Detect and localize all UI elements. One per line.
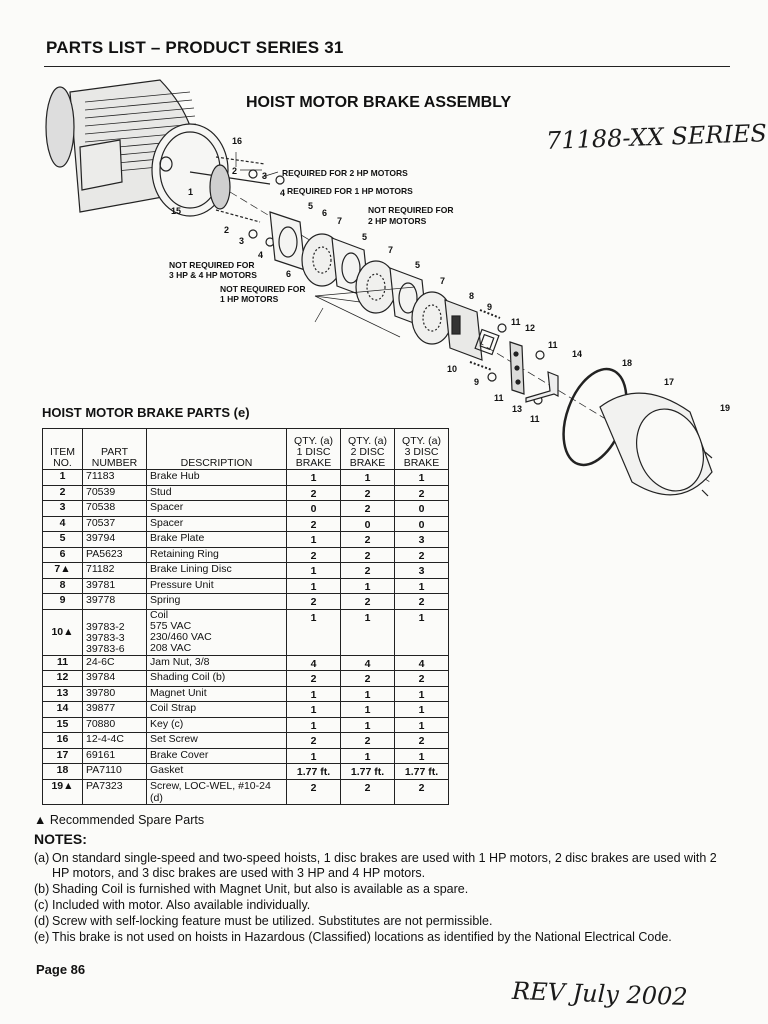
cell-description: Pressure Unit <box>147 578 287 594</box>
cell-part-number: 39781 <box>83 578 147 594</box>
page-title: PARTS LIST – PRODUCT SERIES 31 <box>46 38 344 57</box>
brake-cover <box>600 393 714 500</box>
cell-item: 9 <box>43 594 83 610</box>
cell-qty-3: 3 <box>395 532 449 548</box>
cell-qty-1: 2 <box>287 547 341 563</box>
cell-qty-1: 1.77 ft. <box>287 764 341 780</box>
cell-part-number: 70538 <box>83 501 147 517</box>
cell-part-number: 69161 <box>83 748 147 764</box>
cell-qty-3: 1 <box>395 578 449 594</box>
cell-qty-2: 1 <box>341 470 395 486</box>
spare-parts-legend: ▲ Recommended Spare Parts <box>34 813 205 827</box>
callout-4b: 4 <box>258 250 264 260</box>
cell-description: Spacer <box>147 516 287 532</box>
cell-qty-1: 1 <box>287 532 341 548</box>
note-label: (e) <box>34 930 50 944</box>
header-rule <box>44 66 730 67</box>
header-part-number: PART NUMBER <box>83 429 147 470</box>
magnet-unit <box>510 342 524 394</box>
cell-item: 1 <box>43 470 83 486</box>
cell-part-list: 39783-2 39783-3 39783-6 <box>83 609 147 655</box>
cell-description: Jam Nut, 3/8 <box>147 655 287 671</box>
cell-qty-2: 2 <box>341 779 395 804</box>
cell-part-number: 39877 <box>83 702 147 718</box>
cell-part-number: 71183 <box>83 470 147 486</box>
cell-item: 3 <box>43 501 83 517</box>
cell-item: 8 <box>43 578 83 594</box>
table-header-row <box>43 429 449 470</box>
callout-5b: 5 <box>362 232 368 242</box>
callout-not-req-2hp-line1: NOT REQUIRED FOR <box>368 205 454 215</box>
callout-4a: 4 <box>280 188 286 198</box>
cell-qty-3: 2 <box>395 547 449 563</box>
callout-8: 8 <box>469 291 475 301</box>
cell-description: Magnet Unit <box>147 686 287 702</box>
diagram-title: HOIST MOTOR BRAKE ASSEMBLY <box>246 94 512 111</box>
cell-qty-2: 2 <box>341 547 395 563</box>
note-text: Screw with self-locking feature must be utilized. Substitutes are not permissible. <box>52 914 493 928</box>
cell-qty-1: 2 <box>287 779 341 804</box>
cell-qty-2: 2 <box>341 532 395 548</box>
cell-qty-1: 1 <box>287 578 341 594</box>
table-row <box>43 733 449 749</box>
cell-qty-1: 1 <box>287 563 341 579</box>
cell-description: Brake Cover <box>147 748 287 764</box>
cell-part-number: 39778 <box>83 594 147 610</box>
cell-qty-1: 2 <box>287 594 341 610</box>
callout-9b: 9 <box>474 377 480 387</box>
table-row-coil <box>43 609 449 655</box>
page-number: Page 86 <box>36 962 86 977</box>
cell-qty-1: 1 <box>287 748 341 764</box>
cell-description: Gasket <box>147 764 287 780</box>
cell-qty-2: 0 <box>341 516 395 532</box>
cell-description: Stud <box>147 485 287 501</box>
cell-part-number: 70537 <box>83 516 147 532</box>
cell-qty-2: 2 <box>341 485 395 501</box>
callout-10: 10 <box>447 364 458 374</box>
cell-qty-3: 1 <box>395 702 449 718</box>
cell-qty-3: 1 <box>395 609 449 655</box>
note-text: This brake is not used on hoists in Hazardous (Classified) locations as identified by the National Electrical Code. <box>52 930 672 944</box>
table-row <box>43 594 449 610</box>
cell-qty-2: 2 <box>341 501 395 517</box>
cell-qty-1: 0 <box>287 501 341 517</box>
table-row <box>43 748 449 764</box>
callout-11c: 11 <box>494 393 504 403</box>
cell-part-number: 70880 <box>83 717 147 733</box>
cell-qty-2: 2 <box>341 671 395 687</box>
callout-7a: 7 <box>337 216 343 226</box>
cell-part-number: PA7110 <box>83 764 147 780</box>
notes-heading: NOTES: <box>34 831 87 847</box>
callout-req-1hp: REQUIRED FOR 1 HP MOTORS <box>287 186 413 196</box>
handwritten-revision-note: REV July 2002 <box>511 976 689 1012</box>
table-row <box>43 717 449 733</box>
motor-illustration <box>46 80 228 216</box>
cell-item: 17 <box>43 748 83 764</box>
cell-qty-3: 0 <box>395 516 449 532</box>
cell-qty-3: 1 <box>395 717 449 733</box>
callout-13: 13 <box>512 404 523 414</box>
cell-description-list: Coil 575 VAC 230/460 VAC 208 VAC <box>147 609 287 655</box>
note-label: (c) <box>34 898 49 912</box>
cell-item: 14 <box>43 702 83 718</box>
table-row <box>43 671 449 687</box>
callout-11d: 11 <box>530 414 540 424</box>
brake-plate-1 <box>270 212 305 270</box>
cell-item: 19▲ <box>43 779 83 804</box>
cell-qty-1: 1 <box>287 686 341 702</box>
cell-part-number: 39784 <box>83 671 147 687</box>
note-item <box>34 882 734 897</box>
cell-qty-3: 1 <box>395 686 449 702</box>
callout-not-req-2hp-line2: 2 HP MOTORS <box>368 216 427 226</box>
header-qty-2-disc: QTY. (a) 2 DISC BRAKE <box>341 429 395 470</box>
cell-item: 5 <box>43 532 83 548</box>
callout-7b: 7 <box>388 245 394 255</box>
callout-req-2hp: REQUIRED FOR 2 HP MOTORS <box>282 168 408 178</box>
callout-3b: 3 <box>239 236 245 246</box>
callout-15: 15 <box>171 206 182 216</box>
cell-qty-2: 1 <box>341 578 395 594</box>
note-label: (a) <box>34 851 50 865</box>
cell-description: Brake Plate <box>147 532 287 548</box>
cell-item: 15 <box>43 717 83 733</box>
cell-description: Spring <box>147 594 287 610</box>
callout-2b: 2 <box>224 225 230 235</box>
cell-part-number: 70539 <box>83 485 147 501</box>
cell-qty-1: 4 <box>287 655 341 671</box>
cell-description: Shading Coil (b) <box>147 671 287 687</box>
cell-qty-3: 2 <box>395 671 449 687</box>
cell-qty-3: 2 <box>395 733 449 749</box>
table-row <box>43 702 449 718</box>
table-row <box>43 779 449 804</box>
table-row <box>43 470 449 486</box>
cell-qty-3: 3 <box>395 563 449 579</box>
handwritten-series-note: 71188-XX SERIES <box>545 119 768 155</box>
note-label: (b) <box>34 882 50 896</box>
table-row <box>43 686 449 702</box>
callout-16: 16 <box>232 136 243 146</box>
callout-not-req-34hp-line2: 3 HP & 4 HP MOTORS <box>169 270 257 280</box>
note-text: Shading Coil is furnished with Magnet Unit, but also is available as a spare. <box>52 882 469 896</box>
note-text: Included with motor. Also available individually. <box>52 898 311 912</box>
cell-description: Key (c) <box>147 717 287 733</box>
cell-qty-1: 1 <box>287 609 341 655</box>
cell-qty-3: 0 <box>395 501 449 517</box>
cell-item: 16 <box>43 733 83 749</box>
callout-12: 12 <box>525 323 536 333</box>
parts-table <box>42 428 449 805</box>
callout-1: 1 <box>188 187 194 197</box>
cell-qty-1: 1 <box>287 717 341 733</box>
cell-qty-1: 2 <box>287 733 341 749</box>
cell-description: Brake Lining Disc <box>147 563 287 579</box>
parts-table-title: HOIST MOTOR BRAKE PARTS (e) <box>42 405 250 420</box>
table-row <box>43 563 449 579</box>
cell-item: 6 <box>43 547 83 563</box>
callout-not-req-1hp-line2: 1 HP MOTORS <box>220 294 279 304</box>
cell-qty-1: 1 <box>287 702 341 718</box>
cell-qty-2: 1 <box>341 748 395 764</box>
cell-part-number: 71182 <box>83 563 147 579</box>
cell-part-number: 12-4-4C <box>83 733 147 749</box>
cell-item: 13 <box>43 686 83 702</box>
cell-qty-2: 4 <box>341 655 395 671</box>
cell-qty-2: 1 <box>341 686 395 702</box>
cell-description: Set Screw <box>147 733 287 749</box>
cell-qty-3: 2 <box>395 779 449 804</box>
cell-part-number: PA7323 <box>83 779 147 804</box>
note-item <box>34 898 734 913</box>
cell-qty-3: 4 <box>395 655 449 671</box>
coil-strap <box>526 372 558 402</box>
cell-part-number: 24-6C <box>83 655 147 671</box>
note-item <box>34 914 734 929</box>
table-row <box>43 547 449 563</box>
cell-item: 12 <box>43 671 83 687</box>
callout-7c: 7 <box>440 276 446 286</box>
note-item <box>34 930 734 945</box>
callout-5c: 5 <box>415 260 421 270</box>
header-description: DESCRIPTION <box>147 429 287 470</box>
table-row <box>43 764 449 780</box>
header-item-no: ITEM NO. <box>43 429 83 470</box>
cell-qty-2: 1.77 ft. <box>341 764 395 780</box>
cell-item: 4 <box>43 516 83 532</box>
table-row <box>43 578 449 594</box>
callout-17: 17 <box>664 377 675 387</box>
cell-qty-2: 2 <box>341 563 395 579</box>
cell-part-number: 39780 <box>83 686 147 702</box>
cell-qty-1: 1 <box>287 470 341 486</box>
table-row <box>43 501 449 517</box>
callout-18: 18 <box>622 358 633 368</box>
cell-qty-1: 2 <box>287 516 341 532</box>
note-text: On standard single-speed and two-speed hoists, 1 disc brakes are used with 1 HP motors, 2 disc brakes are used with 2 HP motors, and 3 disc brakes are used with 3 HP and 4 HP motors. <box>52 851 717 880</box>
cell-qty-1: 2 <box>287 671 341 687</box>
pressure-unit <box>445 300 482 360</box>
cell-item: 11 <box>43 655 83 671</box>
header-qty-1-disc: QTY. (a) 1 DISC BRAKE <box>287 429 341 470</box>
callout-not-req-1hp-line1: NOT REQUIRED FOR <box>220 284 306 294</box>
notes-list <box>34 851 734 946</box>
cell-item: 7▲ <box>43 563 83 579</box>
cell-item: 10▲ <box>43 609 83 655</box>
callout-11a: 11 <box>511 317 521 327</box>
cell-description: Spacer <box>147 501 287 517</box>
cell-qty-3: 1 <box>395 748 449 764</box>
cell-qty-2: 1 <box>341 717 395 733</box>
table-row <box>43 655 449 671</box>
cell-qty-3: 2 <box>395 485 449 501</box>
cell-qty-2: 2 <box>341 733 395 749</box>
callout-19: 19 <box>720 403 730 413</box>
cell-item: 2 <box>43 485 83 501</box>
cell-description: Brake Hub <box>147 470 287 486</box>
callout-14: 14 <box>572 349 583 359</box>
callout-3a: 3 <box>262 171 268 181</box>
table-row <box>43 516 449 532</box>
callout-5a: 5 <box>308 201 314 211</box>
cell-description: Retaining Ring <box>147 547 287 563</box>
cell-item: 18 <box>43 764 83 780</box>
cell-qty-2: 1 <box>341 702 395 718</box>
callout-6a: 6 <box>322 208 328 218</box>
header-qty-3-disc: QTY. (a) 3 DISC BRAKE <box>395 429 449 470</box>
cell-qty-3: 1 <box>395 470 449 486</box>
cell-qty-1: 2 <box>287 485 341 501</box>
callout-6b: 6 <box>286 269 292 279</box>
table-row <box>43 532 449 548</box>
cell-part-number: PA5623 <box>83 547 147 563</box>
callout-not-req-34hp-line1: NOT REQUIRED FOR <box>169 260 255 270</box>
cell-qty-3: 1.77 ft. <box>395 764 449 780</box>
cell-qty-3: 2 <box>395 594 449 610</box>
cell-part-number: 39794 <box>83 532 147 548</box>
note-label: (d) <box>34 914 50 928</box>
callout-9a: 9 <box>487 302 493 312</box>
table-row <box>43 485 449 501</box>
callout-numbers <box>171 136 730 424</box>
cell-qty-2: 2 <box>341 594 395 610</box>
cell-description: Coil Strap <box>147 702 287 718</box>
note-item <box>34 851 734 881</box>
callout-2a: 2 <box>232 166 238 176</box>
cell-description: Screw, LOC-WEL, #10-24 (d) <box>147 779 287 804</box>
callout-11b: 11 <box>548 340 558 350</box>
cell-qty-2: 1 <box>341 609 395 655</box>
